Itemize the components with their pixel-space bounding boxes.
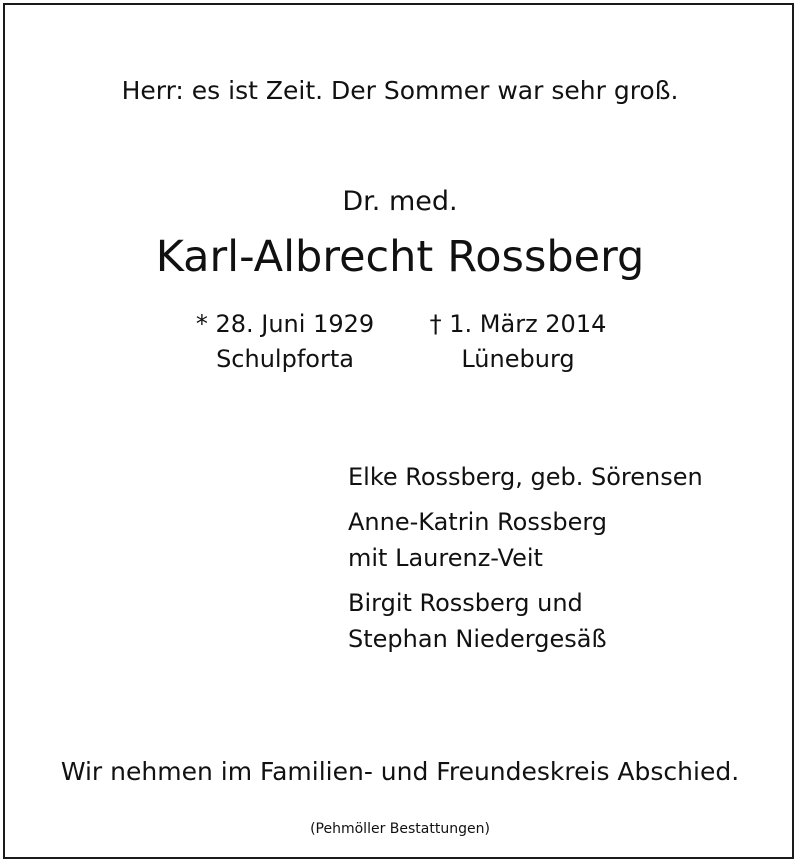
mourner-entry xyxy=(348,504,703,576)
mourner-line: Elke Rossberg, geb. Sörensen xyxy=(348,463,703,491)
death-place: Lüneburg xyxy=(461,345,575,373)
mourner-line: mit Laurenz-Veit xyxy=(348,544,543,572)
mourner-line: Anne-Katrin Rossberg xyxy=(348,508,608,536)
first-name: Karl-Albrecht xyxy=(155,232,434,282)
birth-place: Schulpforta xyxy=(216,345,354,373)
funeral-home-credit: (Pehmöller Bestattungen) xyxy=(310,821,490,837)
last-name: Rossberg xyxy=(447,232,645,282)
death-date: † 1. März 2014 xyxy=(429,310,607,338)
notice-frame xyxy=(3,3,794,859)
death-block xyxy=(418,307,618,377)
mourners-list xyxy=(348,459,703,666)
birth-block xyxy=(190,307,380,377)
birth-date: * 28. Juni 1929 xyxy=(195,310,375,338)
mourner-entry xyxy=(348,585,703,657)
closing-statement: Wir nehmen im Familien- und Freundeskreis Abschied. xyxy=(60,757,740,786)
mourner-line: Birgit Rossberg und xyxy=(348,589,583,617)
mourner-line: Stephan Niedergesäß xyxy=(348,625,607,653)
deceased-name xyxy=(0,232,800,282)
life-dates xyxy=(0,307,800,377)
academic-title: Dr. med. xyxy=(342,186,458,217)
motto-quote: Herr: es ist Zeit. Der Sommer war sehr groß. xyxy=(121,76,679,105)
mourner-entry xyxy=(348,459,703,495)
